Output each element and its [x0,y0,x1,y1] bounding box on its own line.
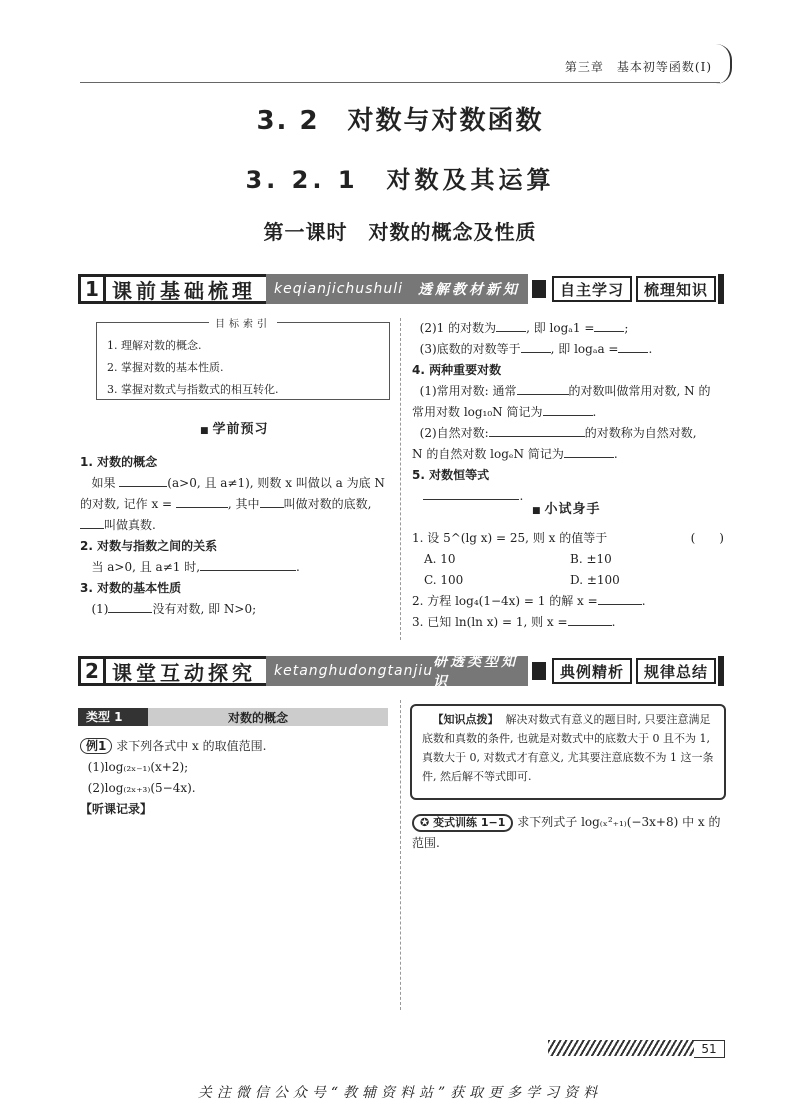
objective-item: 3. 掌握对数式与指数式的相互转化. [107,383,279,396]
star-icon: ✪ [420,816,430,829]
blank[interactable] [260,495,284,508]
knowledge-text: 解决对数式有意义的题目时, 只要注意满足底数和真数的条件, 也就是对数式中的底数大于 0 且不为 1, 真数大于 0, 对数式才有意义, 尤其要注意底数不为 1 这一条件, 然后解不等式即可. [422,713,714,783]
band-number: 1 [78,274,106,304]
variant-text: 求下列式子 log₍ₓ²₊₁₎(−3x+8) 中 x 的 [517,815,721,829]
blank[interactable] [543,403,593,416]
header-bracket [716,44,732,84]
type-label: 类型 1 [78,708,148,726]
objectives-box [96,319,390,400]
type-bar [78,708,388,726]
example-label: 例1 [80,738,112,754]
page-number-bar [548,1040,728,1056]
text: ; [624,321,629,335]
knowledge-label: 【知识点拨】 [432,713,499,726]
option[interactable]: A. 10 [424,552,456,566]
band-number: 2 [78,656,106,686]
option[interactable]: C. 100 [424,573,464,587]
chapter-header: 第三章 基本初等函数(Ⅰ) [564,60,712,74]
quiz-heading: ■ 小试身手 [532,498,601,517]
notes-label: 【听课记录】 [80,802,153,816]
quiz-content [412,528,728,633]
concept-title: 1. 对数的概念 [80,455,158,469]
property-title: 3. 对数的基本性质 [80,581,182,595]
band-tag: 自主学习 [552,276,632,302]
text: (1) [91,602,109,616]
blank[interactable] [80,516,104,529]
band-pinyin: keqianjichushuli [274,281,403,297]
quiz-question: 3. 已知 ln(ln x) = 1, 则 x = [412,615,568,629]
type-title: 对数的概念 [228,711,289,725]
text: 的对数称为自然对数, [584,426,697,440]
band-slogan: 透解教材新知 [417,282,520,298]
identity-title: 5. 对数恒等式 [412,468,490,482]
text: 当 a>0, 且 a≠1 时, [91,560,201,574]
page-number: 51 [694,1040,725,1058]
option[interactable]: D. ±100 [570,573,620,587]
lesson-title: 第一课时 对数的概念及性质 [263,220,537,244]
header-rule [80,82,720,83]
text: . [592,405,597,419]
band-tag: 典例精析 [552,658,632,684]
band-strip [266,274,528,304]
objective-item: 1. 理解对数的概念. [107,339,202,352]
text: 的对数叫做常用对数, N 的 [568,384,711,398]
blank[interactable] [568,613,612,626]
text: . [613,447,618,461]
text: (a>0, 且 a≠1), 则数 x 叫做以 a 为底 N [167,476,385,490]
text: 常用对数 log₁₀N 简记为 [412,405,543,419]
text: 变式训练 1−1 [433,816,506,829]
objective-item: 2. 掌握对数的基本性质. [107,361,224,374]
footer-note: 关注微信公众号“教辅资料站”获取更多学习资料 [197,1085,603,1101]
text: 的对数, 记作 x = [80,497,173,511]
band-pinyin: ketanghudongtanjiu [274,663,434,679]
band-strip [266,654,528,690]
text: . [611,615,616,629]
variant-label [412,814,513,832]
text: 没有对数, 即 N>0; [152,602,257,616]
text: , 即 logₐa = [550,342,619,356]
band-endbar [718,274,724,304]
example-part: (1)log₍₂ₓ₋₁₎(x+2); [87,760,189,774]
blank[interactable] [598,592,642,605]
section-title: 3. 2 对数与对数函数 [256,106,544,136]
text: . [648,342,653,356]
right-content: (2)1 的对数为 , 即 logₐ1 = ; (3)底数的对数等于 , 即 logₐa = . 4. 两种重要对数 (1)常用对数: 通常 的对数叫做常用对数, N 的 常用对数 log₁₀N 简记为 . (2)自然对数: 的对数称为自然对数, N 的自然对数 logₑN 简记为 . 5. 对数恒等式 . [412,318,728,507]
text: N 的自然对数 logₑN 简记为 [412,447,564,461]
blank[interactable] [423,487,519,500]
band-endbar [718,656,724,686]
two-logs-title: 4. 两种重要对数 [412,363,502,377]
example-text: 求下列各式中 x 的取值范围. [116,739,267,753]
blank[interactable] [594,319,624,332]
text: , 即 logₐ1 = [526,321,595,335]
text: 叫做对数的底数, [283,497,372,511]
band-square-icon [532,662,546,680]
band-slogan: 研透类型知识 [433,654,519,690]
relation-title: 2. 对数与指数之间的关系 [80,539,218,553]
blank[interactable] [521,340,551,353]
quiz-question: 2. 方程 log₄(1−4x) = 1 的解 x = [412,594,598,608]
text: 叫做真数. [104,518,156,532]
blank[interactable] [200,558,296,571]
column-divider [400,318,401,640]
band-pre-class [78,274,724,304]
blank[interactable] [176,495,228,508]
hatch-decoration [548,1040,694,1056]
text: (1)常用对数: 通常 [419,384,517,398]
text: (3)底数的对数等于 [419,342,521,356]
knowledge-box [410,704,726,800]
variant-content [412,812,728,854]
blank[interactable] [517,382,569,395]
blank[interactable] [496,319,526,332]
blank[interactable] [119,474,167,487]
text: , 其中 [227,497,260,511]
preview-heading: ■ 学前预习 [200,418,269,437]
variant-text: 范围. [412,836,440,850]
objectives-title: 目标索引 [209,319,277,330]
column-divider [400,700,401,1010]
text: (2)1 的对数为 [419,321,497,335]
band-label: 课堂互动探究 [106,656,266,686]
text: 如果 [91,476,116,490]
band-in-class [78,654,724,690]
blank[interactable] [618,340,648,353]
band-tag: 梳理知识 [636,276,716,302]
preview-content: 1. 对数的概念 如果 (a>0, 且 a≠1), 则数 x 叫做以 a 为底 N 的对数, 记作 x = , 其中 叫做对数的底数, 叫做真数. 2. 对数与指数之间的关系 当 a>0, 且 a≠1 时, . 3. 对数的基本性质 (1) 没有对数, 即 N>0; [80,452,390,620]
text: . [641,594,646,608]
blank[interactable] [108,600,152,613]
band-label: 课前基础梳理 [106,274,266,304]
blank[interactable] [564,445,614,458]
quiz-question: 1. 设 5^(lg x) = 25, 则 x 的值等于 [412,531,608,545]
subsection-title: 3. 2. 1 对数及其运算 [245,166,555,194]
band-tag: 规律总结 [636,658,716,684]
example-content [80,736,390,820]
text: (2)自然对数: [419,426,489,440]
blank[interactable] [489,424,585,437]
option[interactable]: B. ±10 [570,552,612,566]
band-square-icon [532,280,546,298]
example-part: (2)log₍₂ₓ₊₃₎(5−4x). [87,781,196,795]
answer-paren[interactable]: ( ) [690,531,724,545]
